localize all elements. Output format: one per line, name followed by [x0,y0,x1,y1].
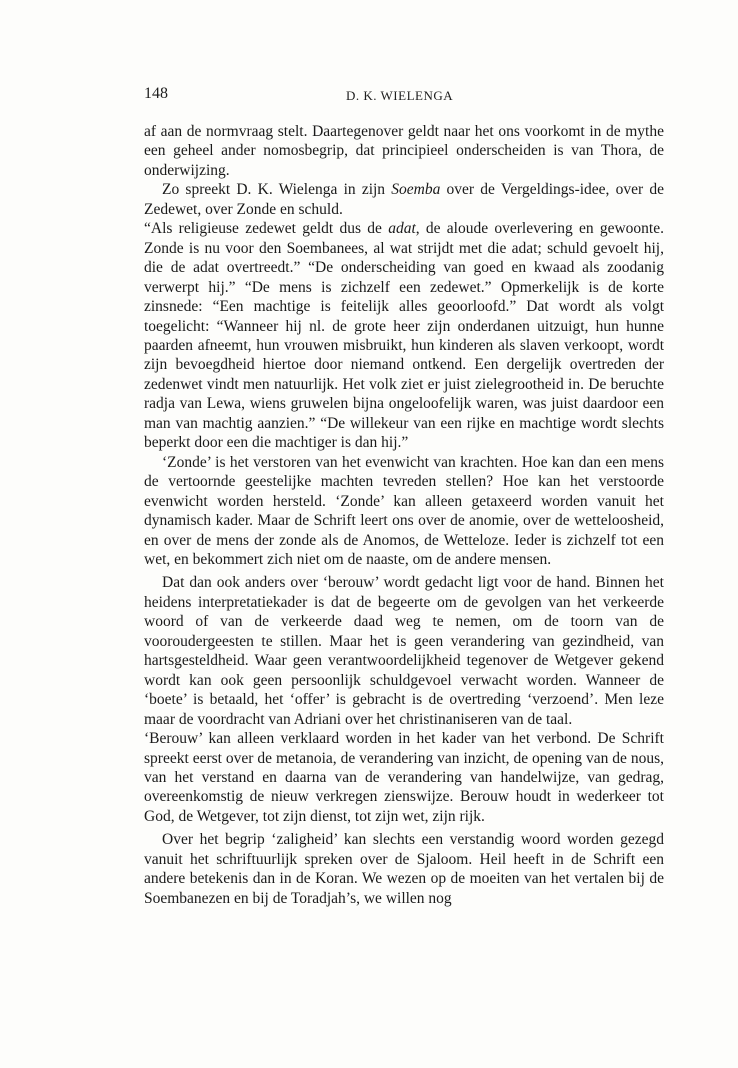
paragraph: ‘Berouw’ kan alleen verklaard worden in het kader van het verbond. De Schrift spreekt eerst over de metanoia, de verandering van inzicht, de opening van de nous, van het verstand en daarna van de verandering van handelwijze, van gedrag, overeenkomstig de nieuw verkregen zienswijze. Berouw houdt in wederkeer tot God, de Wetgever, tot zijn dienst, tot zijn wet, zijn rijk. [144,730,664,825]
page-number: 148 [144,85,168,102]
paragraph-text: , de aloude overlevering en gewoonte. Zonde is nu voor den Soembanees, al wat strijdt met die adat; schuld gevoelt hij, die de adat overtreedt.” “De onderscheiding van goed en kwaad als zoodanig verwerpt hij.” “De mens is zichzelf een zedewet.” Opmerkelijk is de korte zinsnede: “Een machtige is feitelijk alles geoorloofd.” Dat wordt als volgt toegelicht: “Wanneer hij nl. de grote heer zijn onderdanen uitzuigt, hun hunne paarden afneemt, hun vrouwen misbruikt, hun kinderen als slaven verkoopt, wordt zijn bevoegdheid hiertoe door niemand ontkend. Een dergelijk overtreden der zedenwet vindt men natuurlijk. Het volk ziet er juist zielegrootheid in. De beruchte radja van Lewa, wiens gruwelen bijna ongeloofelijk waren, was juist daardoor een man van machtig aanzien.” “De willekeur van een rijke en machtige wordt slechts beperkt door een die machtiger is dan hij.” [144,220,664,452]
page-header [144,85,664,107]
paragraph [144,180,664,219]
paragraph: af aan de normvraag stelt. Daartegenover geldt naar het ons voorkomt in de mythe een geheel ander nomosbegrip, dat principieel onderscheiden is van Thora, de onderwijzing. [144,123,664,179]
paragraph-text: Zo spreekt D. K. Wielenga in zijn [162,181,392,199]
paragraph-quote [144,219,664,452]
running-head: D. K. WIELENGA [346,88,454,103]
paragraph: Over het begrip ‘zaligheid’ kan slechts een verstandig woord worden gezegd vanuit het schriftuurlijk spreken over de Sjaloom. Heil heeft in de Schrift een andere betekenis dan in de Koran. We wezen op de moeiten van het vertalen bij de Soembanezen en bij de Toradjah’s, we willen nog [144,831,664,907]
paragraph-text: “Als religieuse zedewet geldt dus de [144,220,389,238]
paragraph: Dat dan ook anders over ‘berouw’ wordt gedacht ligt voor de hand. Binnen het heidens interpretatiekader is dat de begeerte om de gevolgen van het verkeerde woord of van de verkeerde daad weg te nemen, om de toorn van de vooroudergeesten te stillen. Maar het is geen verandering van gezindheid, van hartsgesteldheid. Waar geen verantwoordelijkheid tegenover de Wetgever gekend wordt kan ook geen persoonlijk schuldgevoel verwacht worden. Wanneer de ‘boete’ is betaald, het ‘offer’ is gebracht is de overtreding ‘verzoend’. Men leze maar de voordracht van Adriani over het christinaniseren van de taal. [144,574,664,728]
paragraph-text: over de Vergeldings-idee, over de Zedewet, over Zonde en schuld. [144,181,664,218]
book-title: Soemba [391,181,441,199]
italic-term: adat [388,220,416,238]
paragraph: ‘Zonde’ is het verstoren van het evenwicht van krachten. Hoe kan dan een mens de vertoornde geestelijke machten tevreden stellen? Hoe kan het verstoorde evenwicht worden hersteld. ‘Zonde’ kan alleen getaxeerd worden vanuit het dynamisch kader. Maar de Schrift leert ons over de anomie, over de wetteloosheid, en over de mens der zonde als de Anomos, de Wetteloze. Ieder is zichzelf tot een wet, en bekommert zich niet om de naaste, om de andere mensen. [144,453,664,568]
body-text [144,122,664,908]
